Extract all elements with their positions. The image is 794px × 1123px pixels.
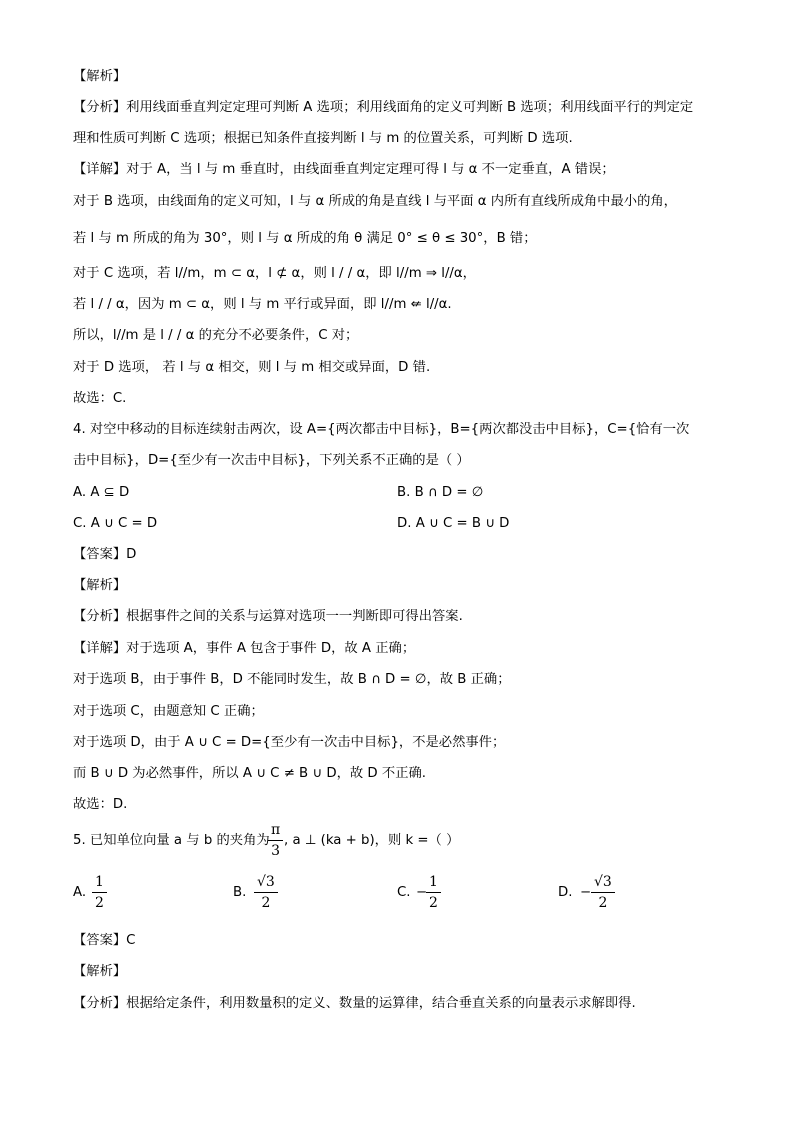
text-line: 若 l / / α，因为 m ⊂ α，则 l 与 m 平行或异面，即 l//m ⇍ l//α. xyxy=(73,297,452,312)
fraction-denominator: 2 xyxy=(261,895,271,911)
fraction-numerator: √3 xyxy=(594,874,612,890)
minus-sign: − xyxy=(416,885,428,900)
fraction-numerator: 1 xyxy=(429,874,438,890)
minus-sign: − xyxy=(580,885,592,900)
q4-option-c: C. A ∪ C = D xyxy=(73,516,158,531)
text-line: 【详解】对于选项 A，事件 A 包含于事件 D，故 A 正确； xyxy=(73,641,416,656)
question-4-stem: 4. 对空中移动的目标连续射击两次，设 A={两次都击中目标}，B={两次都没击中目标}，C={恰有一次 xyxy=(73,422,690,437)
text-line: 【分析】利用线面垂直判定定理可判断 A 选项；利用线面角的定义可判断 B 选项；利用线面平行的判定定 xyxy=(73,100,694,115)
q5-option-c-fraction xyxy=(426,874,441,911)
answer-line: 【答案】C xyxy=(73,933,136,948)
fraction-denominator: 3 xyxy=(271,843,281,859)
text-line: 对于 B 选项，由线面角的定义可知，l 与 α 所成的角是直线 l 与平面 α 内所有直线所成角中最小的角， xyxy=(73,194,677,209)
text-line: 对于 D 选项， 若 l 与 α 相交，则 l 与 m 相交或异面，D 错. xyxy=(73,360,431,375)
text-line: 故选：C. xyxy=(73,391,127,406)
text-line: 对于选项 B，由于事件 B，D 不能同时发生，故 B ∩ D = ∅，故 B 正确； xyxy=(73,672,511,687)
q4-option-d: D. A ∪ C = B ∪ D xyxy=(397,516,510,531)
fraction-bar xyxy=(268,840,283,841)
q4-option-b: B. B ∩ D = ∅ xyxy=(397,485,484,500)
q5-option-b-label: B. xyxy=(233,885,247,900)
fraction-denominator: 2 xyxy=(429,895,438,911)
text-line: 对于选项 D，由于 A ∪ C = D={至少有一次击中目标}，不是必然事件； xyxy=(73,735,506,750)
q4-option-a: A. A ⊆ D xyxy=(73,485,130,500)
q5-option-a-fraction xyxy=(92,874,107,911)
q5-option-d-fraction xyxy=(591,874,615,911)
text-line: 若 l 与 m 所成的角为 30°，则 l 与 α 所成的角 θ 满足 0° ≤ θ ≤ 30°，B 错； xyxy=(73,231,537,246)
section-heading-analysis: 【解析】 xyxy=(73,578,127,593)
fraction-numerator: √3 xyxy=(257,874,275,890)
q5-option-c-label: C. xyxy=(397,885,411,900)
text-line: 对于选项 C，由题意知 C 正确； xyxy=(73,704,264,719)
text-line: 所以，l//m 是 l / / α 的充分不必要条件，C 对； xyxy=(73,328,359,343)
question-5-stem-suffix: , a ⊥ (ka + b)，则 k =（ ） xyxy=(284,833,460,848)
q5-option-a-label: A. xyxy=(73,885,87,900)
text-line: 【分析】根据事件之间的关系与运算对选项一一判断即可得出答案. xyxy=(73,609,463,624)
q5-option-b-fraction xyxy=(254,874,278,911)
text-line: 【详解】对于 A，当 l 与 m 垂直时，由线面垂直判定定理可得 l 与 α 不一定垂直，A 错误； xyxy=(73,162,615,177)
fraction-denominator: 2 xyxy=(95,895,104,911)
fraction-denominator: 2 xyxy=(598,895,608,911)
question-5-stem-prefix: 5. 已知单位向量 a 与 b 的夹角为 xyxy=(73,833,270,848)
answer-line: 【答案】D xyxy=(73,547,137,562)
question-4-stem-cont: 击中目标}，D={至少有一次击中目标}，下列关系不正确的是（ ） xyxy=(73,453,470,468)
q5-option-d-label: D. xyxy=(558,885,573,900)
fraction-bar xyxy=(591,892,615,893)
text-line: 【分析】根据给定条件，利用数量积的定义、数量的运算律，结合垂直关系的向量表示求解即得. xyxy=(73,996,636,1011)
fraction-bar xyxy=(426,892,441,893)
fraction-bar xyxy=(254,892,278,893)
fraction-numerator: 1 xyxy=(95,874,104,890)
fraction-numerator: π xyxy=(271,822,281,838)
section-heading-analysis: 【解析】 xyxy=(73,964,127,979)
text-line: 故选：D. xyxy=(73,797,128,812)
section-heading-analysis: 【解析】 xyxy=(73,69,127,84)
text-line: 理和性质可判断 C 选项；根据已知条件直接判断 l 与 m 的位置关系，可判断 D 选项. xyxy=(73,131,573,146)
angle-fraction xyxy=(268,822,283,859)
text-line: 对于 C 选项，若 l//m，m ⊂ α，l ⊄ α，则 l / / α，即 l//m ⇒ l//α， xyxy=(73,266,476,281)
fraction-bar xyxy=(92,892,107,893)
text-line: 而 B ∪ D 为必然事件，所以 A ∪ C ≠ B ∪ D，故 D 不正确. xyxy=(73,766,427,781)
